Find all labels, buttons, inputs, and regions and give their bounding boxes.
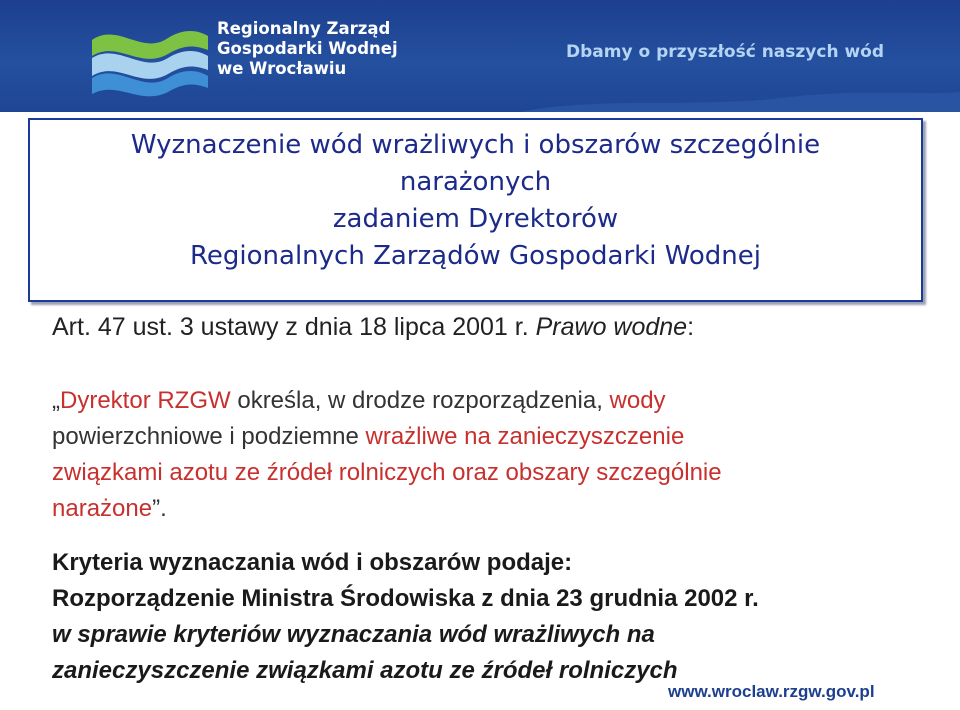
article-reference <box>52 313 694 342</box>
quote-line-4 <box>52 491 722 527</box>
organization-name <box>217 19 398 79</box>
quote-director: Dyrektor RZGW <box>60 387 231 414</box>
org-line-2: Gospodarki Wodnej <box>217 39 398 58</box>
org-line-3: we Wrocławiu <box>217 59 347 78</box>
criteria-line-1: Kryteria wyznaczania wód i obszarów podaje: <box>52 549 573 576</box>
quote-waters: wody <box>609 387 666 414</box>
slogan: Dbamy o przyszłość naszych wód <box>566 42 885 62</box>
quote-text-2: powierzchniowe i podziemne <box>52 423 366 450</box>
quote-line-2 <box>52 419 722 455</box>
law-name: Prawo wodne <box>535 313 688 341</box>
header-banner <box>0 0 960 112</box>
footer-url[interactable]: www.wroclaw.rzgw.gov.pl <box>668 682 875 701</box>
quote-open: „ <box>52 387 60 414</box>
criteria-line-4: zanieczyszczenie związkami azotu ze źródeł rolniczych <box>52 657 678 684</box>
quote-line-1 <box>52 383 722 419</box>
article-text: Art. 47 ust. 3 ustawy z dnia 18 lipca 2001 r. <box>52 313 536 341</box>
criteria-paragraph <box>52 545 759 689</box>
criteria-line-2: Rozporządzenie Ministra Środowiska z dnia 23 grudnia 2002 r. <box>52 585 759 612</box>
title-box <box>28 118 923 302</box>
quote-close: ”. <box>152 495 167 522</box>
article-suffix: : <box>687 313 695 341</box>
quote-endangered: narażone <box>52 495 153 522</box>
criteria-line-3: w sprawie kryteriów wyznaczania wód wrażliwych na <box>52 621 655 648</box>
quote-sensitive: wrażliwe na zanieczyszczenie <box>365 423 685 450</box>
quote-line-3 <box>52 455 722 491</box>
title-line-3: zadaniem Dyrektorów <box>332 204 619 234</box>
title-line-2: narażonych <box>399 167 552 197</box>
org-line-1: Regionalny Zarząd <box>217 19 391 38</box>
title-line-4: Regionalnych Zarządów Gospodarki Wodnej <box>190 241 761 271</box>
quote-nitrogen: związkami azotu ze źródeł rolniczych oraz obszary szczególnie <box>52 459 722 486</box>
quote-text-1: określa, w drodze rozporządzenia, <box>230 387 610 414</box>
quoted-provision <box>52 383 722 527</box>
title-line-1: Wyznaczenie wód wrażliwych i obszarów szczególnie <box>130 130 821 160</box>
